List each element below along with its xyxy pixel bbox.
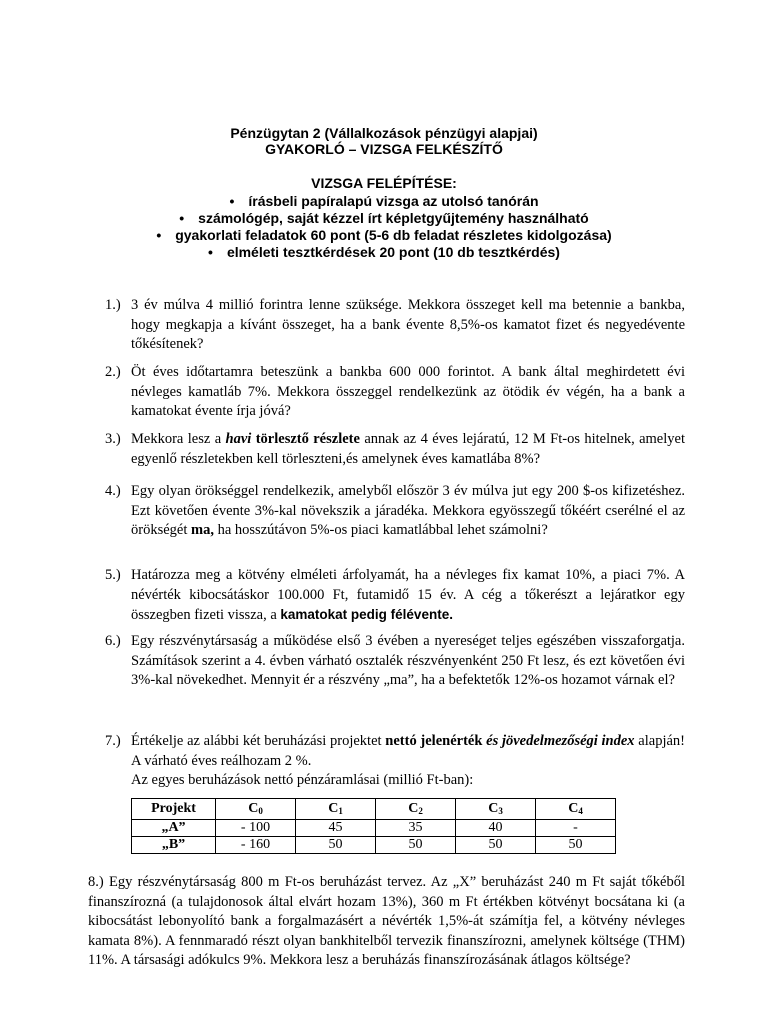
- table-cell: -: [536, 820, 616, 837]
- bullet-icon: •: [156, 227, 162, 243]
- table-cell: 50: [296, 837, 376, 854]
- cashflow-table: [131, 798, 616, 854]
- question-number: 5.): [105, 567, 121, 583]
- table-cell: 35: [376, 820, 456, 837]
- question-text: Egy részvénytársaság a működése első 3 évében a nyereséget teljes egészében visszaforgatja. Számítások szerint a 4. évben várható osztalék részvényenként 250 Ft lesz, és ezt követően évi 3%-kal növekedhet. Mennyit ér a részvény „ma”, ha a befektetők 12%-os hozamot várnak el?: [131, 633, 685, 688]
- question-4: 4.) Egy olyan örökséggel rendelkezik, amelyből először 3 év múlva jut egy 200 $-os kifizetéshez. Ezt követően évente 3%-kal növekszik a járadéka. Mekkora egyösszegű tőkéért cserélné el az örökségét ma, ha hosszútávon 5%-os piaci kamatlábbal lehet számolni?: [105, 483, 685, 538]
- bullet-item: • gyakorlati feladatok 60 pont (5-6 db feladat részletes kidolgozása): [156, 227, 612, 243]
- table-header-cell: Projekt: [132, 799, 216, 820]
- table-header-cell: $C_0$: [216, 799, 296, 820]
- table-cell: „B”: [132, 837, 216, 854]
- question-text: 3 év múlva 4 millió forintra lenne szüksége. Mekkora összeget kell ma betennie a bankba, hogy megkapja a kívánt összeget, ha a bank évente 8,5%-os kamatot fizet és negyedévente tőkésítenek?: [131, 297, 685, 352]
- table-cell: 50: [536, 837, 616, 854]
- table-cell: 40: [456, 820, 536, 837]
- bullet-item: • írásbeli papíralapú vizsga az utolsó tanórán: [229, 193, 539, 209]
- table-header-row: [132, 799, 616, 820]
- course-title: Pénzügytan 2 (Vállalkozások pénzügyi alapjai): [230, 125, 538, 141]
- bullet-icon: •: [208, 244, 213, 260]
- bullet-icon: •: [179, 210, 185, 226]
- table-header-cell: $C_3$: [456, 799, 536, 820]
- question-number: 1.): [105, 297, 121, 313]
- table-cell: 50: [376, 837, 456, 854]
- table-cell: - 100: [216, 820, 296, 837]
- bullet-item: • számológép, saját kézzel írt képletgyűjtemény használható: [179, 210, 589, 226]
- question-7: 7.) Értékelje az alábbi két beruházási projektet nettó jelenérték és jövedelmezőségi index alapján! A várható éves reálhozam 2 %. Az egyes beruházások nettó pénzáramlásai (millió Ft-ban):: [105, 733, 685, 788]
- table-cell: - 160: [216, 837, 296, 854]
- question-8: [88, 873, 685, 971]
- table-row: [132, 820, 616, 837]
- question-text: Öt éves időtartamra beteszünk a bankba 600 000 forintot. A bank által meghirdetett évi névleges kamatláb 7%. Mekkora összeggel rendelkezünk az ötödik év végén, ha a bank a kamatokat évente írja jóvá?: [131, 364, 685, 419]
- table-cell: 45: [296, 820, 376, 837]
- question-text: 8.) Egy részvénytársaság 800 m Ft-os beruházást tervez. Az „X” beruházást 240 m Ft saját tőkéből finanszírozná (a tulajdonosok által elvárt hozam 13%), 360 m Ft értékben kötvényt bocsátana ki (a kibocsátást lebonyolító bank a forgalmazásért a névérték 1,5%-át számítja fel, a kötvény névleges kamata 8%). A fennmaradó részt olyan bankhitelből tervezik finanszírozni, amelynek költsége (THM) 11%. A társasági adókulcs 9%. Mekkora lesz a beruházás finanszírozásának átlagos költsége?: [88, 874, 685, 968]
- document-subtitle: GYAKORLÓ – VIZSGA FELKÉSZÍTŐ: [265, 141, 503, 157]
- table-row: [132, 837, 616, 854]
- table-cell: 50: [456, 837, 536, 854]
- table-header-cell: $C_4$: [536, 799, 616, 820]
- table-header-cell: $C_2$: [376, 799, 456, 820]
- question-number: 4.): [105, 483, 121, 499]
- question-number: 7.): [105, 733, 121, 749]
- question-1: [105, 296, 685, 355]
- question-number: 6.): [105, 633, 121, 649]
- structure-heading: VIZSGA FELÉPÍTÉSE:: [311, 175, 457, 191]
- bullet-icon: •: [229, 193, 235, 209]
- question-number: 2.): [105, 364, 121, 380]
- question-3: 3.) Mekkora lesz a havi törlesztő részlete annak az 4 éves lejáratú, 12 M Ft-os hitelnek, amelyet egyenlő részletekben kell törleszteni,és amelynek éves kamatlába 8%?: [105, 431, 685, 467]
- question-6: [105, 632, 685, 691]
- table-header-cell: $C_1$: [296, 799, 376, 820]
- table-cell: „A”: [132, 820, 216, 837]
- question-number: 3.): [105, 431, 121, 447]
- bullet-item: • elméleti tesztkérdések 20 pont (10 db tesztkérdés): [208, 244, 560, 260]
- question-5: 5.) Határozza meg a kötvény elméleti árfolyamát, ha a névleges fix kamat 10%, a piaci 7%. A névérték kibocsátáskor 100.000 Ft, futamidő 15 év. A cég a tőkerészt a lejáratkor egy összegben fizeti vissza, a kamatokat pedig félévente.: [105, 567, 685, 623]
- question-2: [105, 363, 685, 422]
